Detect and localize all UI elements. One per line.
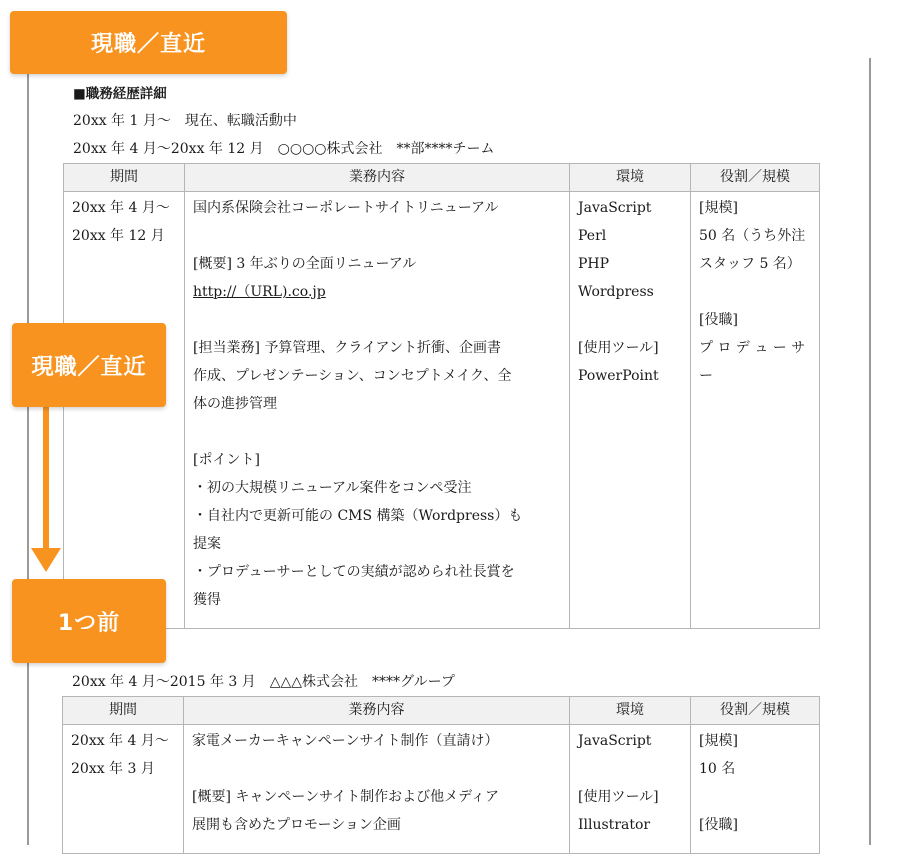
column-header: 期間 bbox=[64, 164, 185, 192]
details-line: ・プロデューサーとしての実績が認められ社長賞を bbox=[193, 564, 515, 580]
role-line: スタッフ 5 名） bbox=[699, 256, 801, 272]
role-line: プ ロ デ ュ ー サ bbox=[699, 340, 806, 356]
environment-line: Illustrator bbox=[578, 817, 651, 833]
document-left-border bbox=[27, 60, 29, 845]
environment-cell bbox=[570, 192, 691, 629]
column-header: 業務内容 bbox=[185, 164, 570, 192]
badge-current-top: 現職／直近 bbox=[10, 11, 287, 74]
details-line: ・初の大規模リニューアル案件をコンペ受注 bbox=[193, 480, 472, 496]
period-line: 20xx 年 4 月～ bbox=[71, 733, 169, 749]
period-line: 20xx 年 3 月 bbox=[71, 761, 155, 777]
role-line: 10 名 bbox=[699, 761, 736, 777]
period-cell bbox=[64, 192, 185, 629]
details-line: [担当業務] 予算管理、クライアント折衝、企画書 bbox=[193, 340, 501, 356]
document-right-border bbox=[869, 58, 871, 845]
details-line: 展開も含めたプロモーション企画 bbox=[192, 817, 401, 833]
arrow-down-icon bbox=[31, 548, 61, 572]
column-header: 環境 bbox=[570, 164, 691, 192]
column-header: 役割／規模 bbox=[691, 697, 820, 725]
details-line: [ポイント] bbox=[193, 452, 260, 468]
badge-current-side: 現職／直近 bbox=[12, 323, 166, 407]
details-line: ・自社内で更新可能の CMS 構築（Wordpress）も bbox=[193, 508, 523, 524]
role-line: ー bbox=[699, 368, 713, 384]
role-cell bbox=[691, 725, 820, 854]
role-cell bbox=[691, 192, 820, 629]
details-line: 獲得 bbox=[193, 592, 221, 608]
role-line: [規模] bbox=[699, 733, 738, 749]
role-line: [役職] bbox=[699, 817, 738, 833]
job-table-1 bbox=[63, 163, 820, 629]
details-line: 体の進捗管理 bbox=[193, 396, 277, 412]
role-line bbox=[699, 783, 813, 811]
environment-line bbox=[578, 306, 684, 334]
environment-line: PHP bbox=[578, 256, 610, 272]
environment-line: JavaScript bbox=[578, 733, 652, 749]
details-cell bbox=[184, 725, 570, 854]
timeline-arrow-shaft bbox=[43, 407, 49, 551]
period-line: 20xx 年 12 月 bbox=[72, 228, 165, 244]
role-line bbox=[699, 278, 813, 306]
details-line bbox=[192, 755, 563, 783]
project-url-link[interactable]: http://（URL).co.jp bbox=[193, 284, 326, 300]
table-header-row bbox=[64, 164, 820, 192]
table-row bbox=[64, 192, 820, 629]
environment-line: Wordpress bbox=[578, 284, 654, 300]
environment-cell bbox=[570, 725, 691, 854]
badge-previous: 1つ前 bbox=[12, 579, 166, 663]
details-line bbox=[193, 306, 563, 334]
table-header-row bbox=[63, 697, 820, 725]
details-line bbox=[193, 222, 563, 250]
environment-line: JavaScript bbox=[578, 200, 652, 216]
column-header: 期間 bbox=[63, 697, 184, 725]
role-line: [役職] bbox=[699, 312, 738, 328]
role-line: [規模] bbox=[699, 200, 738, 216]
environment-line: Perl bbox=[578, 228, 607, 244]
details-line bbox=[193, 418, 563, 446]
job-header-2: 20xx 年 4 月～2015 年 3 月 △△△株式会社 ****グループ bbox=[72, 674, 455, 690]
period-cell bbox=[63, 725, 184, 854]
job-header-1: 20xx 年 4 月～20xx 年 12 月 ○○○○株式会社 **部****チーム bbox=[73, 141, 495, 157]
environment-line: [使用ツール] bbox=[578, 789, 659, 805]
period-line: 20xx 年 4 月～ bbox=[72, 200, 170, 216]
column-header: 環境 bbox=[570, 697, 691, 725]
table-row bbox=[63, 725, 820, 854]
environment-line bbox=[578, 755, 684, 783]
details-line: 国内系保険会社コーポレートサイトリニューアル bbox=[193, 200, 499, 216]
status-line: 20xx 年 1 月～ 現在、転職活動中 bbox=[73, 113, 297, 129]
column-header: 業務内容 bbox=[184, 697, 570, 725]
role-line: 50 名（うち外注 bbox=[699, 228, 806, 244]
job-table-2 bbox=[62, 696, 820, 854]
details-line: [概要] 3 年ぶりの全面リニューアル bbox=[193, 256, 417, 272]
details-line: [概要] キャンペーンサイト制作および他メディア bbox=[192, 789, 499, 805]
environment-line: [使用ツール] bbox=[578, 340, 659, 356]
details-line: 提案 bbox=[193, 536, 221, 552]
details-line: 作成、プレゼンテーション、コンセプトメイク、全 bbox=[193, 368, 512, 384]
environment-line: PowerPoint bbox=[578, 368, 659, 384]
column-header: 役割／規模 bbox=[691, 164, 820, 192]
details-cell bbox=[185, 192, 570, 629]
details-line: 家電メーカーキャンペーンサイト制作（直請け） bbox=[192, 733, 499, 749]
section-heading: ■職務経歴詳細 bbox=[73, 86, 167, 102]
